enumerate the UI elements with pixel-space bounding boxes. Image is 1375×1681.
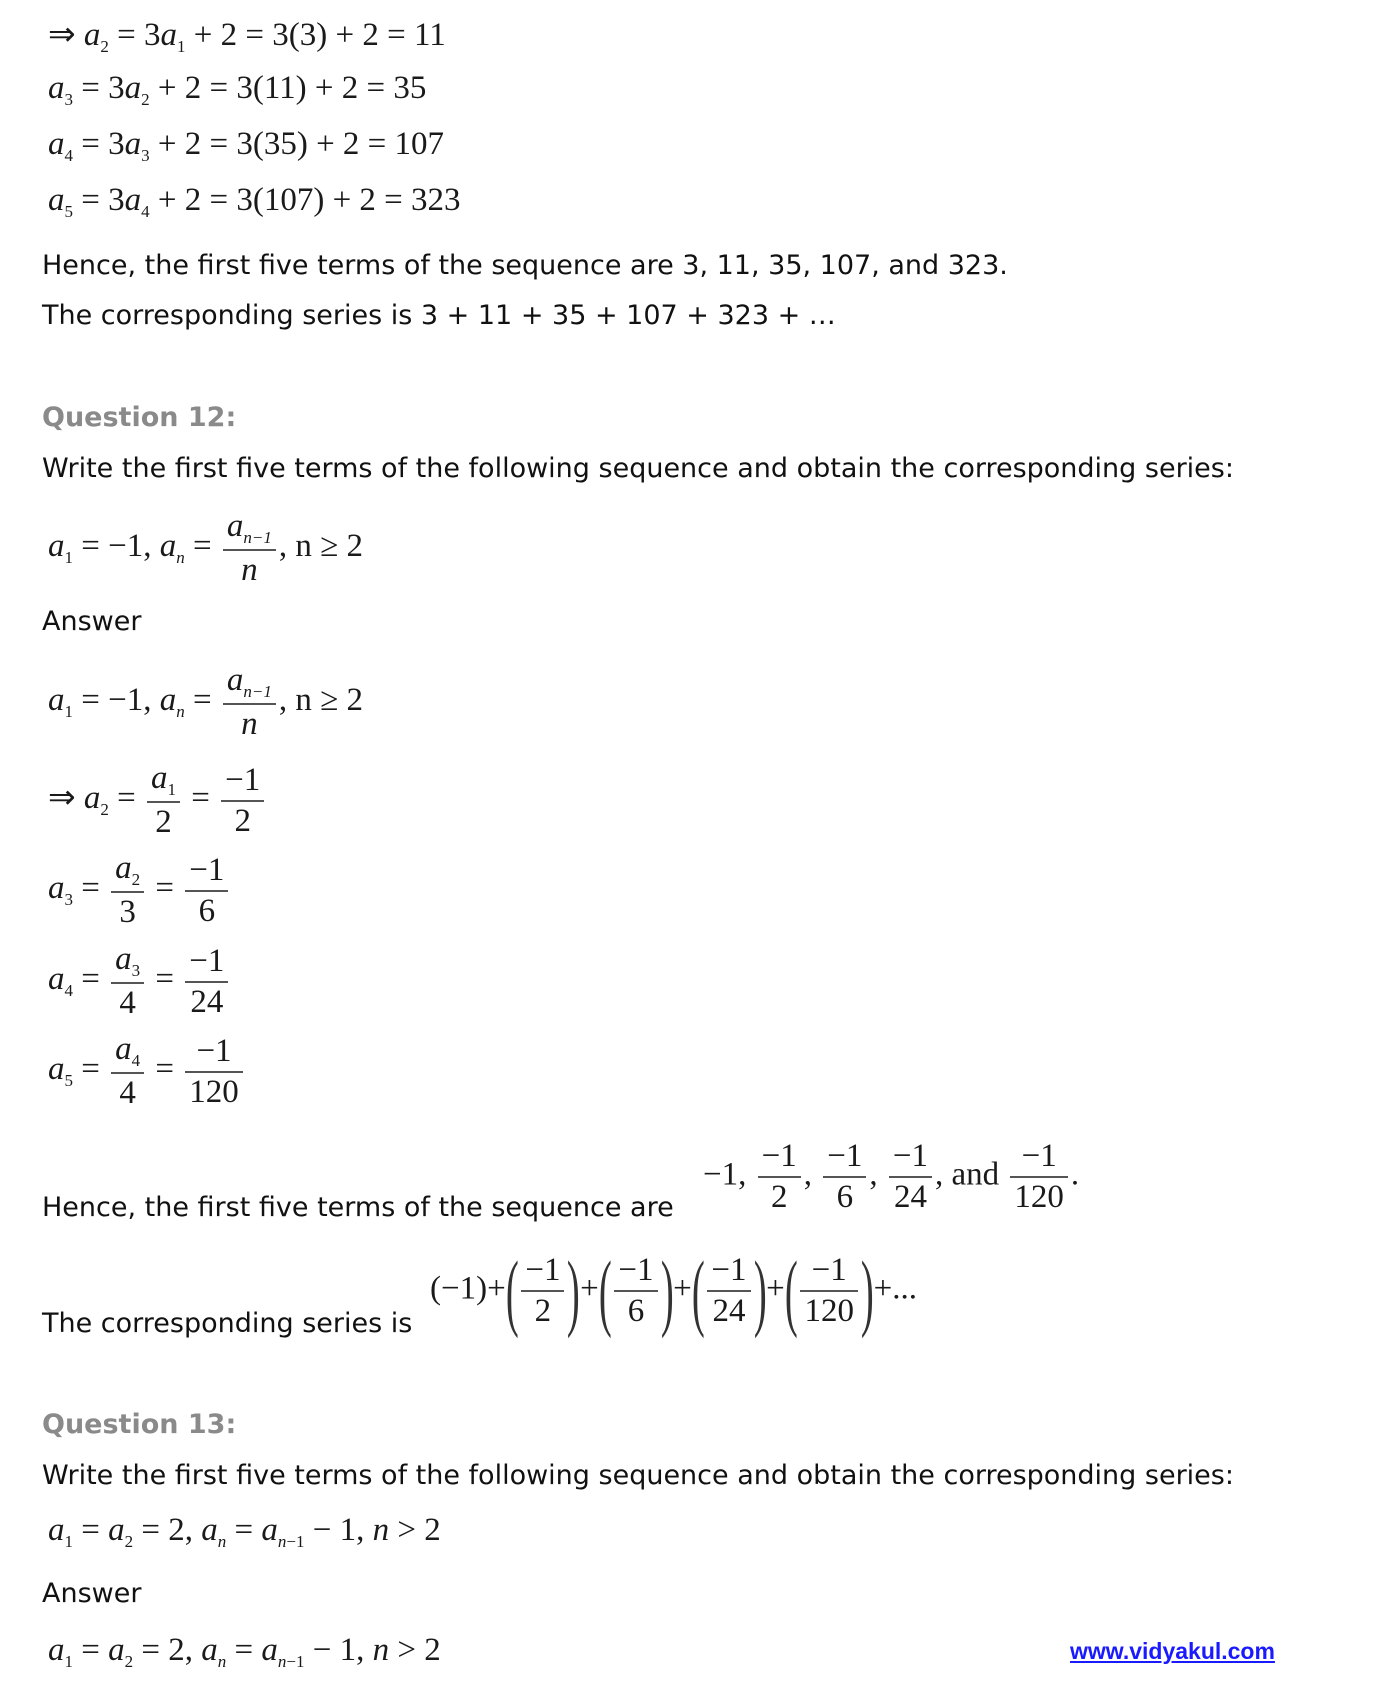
- implies-arrow-icon: ⇒: [48, 17, 76, 53]
- question-13-prompt: Write the first five terms of the following sequence and obtain the corresponding series:: [42, 1460, 1234, 1491]
- series-prefix-q12: The corresponding series is: [42, 1308, 413, 1339]
- question-13-heading: Question 13:: [42, 1409, 237, 1440]
- q12-answer-formula: $a_1 = -1$, $a_n$ = $\frac{a_{n-1}}{n}$ , n ≥ 2: [48, 662, 363, 742]
- q12-step-a2: ⇒ $a_2$ = $\frac{a_1}{2}$ = $\frac{-1}{2}$: [48, 762, 267, 839]
- q12-step-a5: $a_5$ = $\frac{a_4}{4}$ = $\frac{-1}{120}$: [48, 1033, 246, 1110]
- answer-label-q13: Answer: [42, 1578, 142, 1609]
- step-a5: $a_5 = 3a_4 + 2 = 3(107) + 2 = 323$: [48, 182, 461, 221]
- q12-formula: $a_1 = -1$, $a_n$ = $\frac{a_{n-1}}{n}$ , n ≥ 2: [48, 508, 363, 588]
- q13-answer-formula: $a_1 = a_2 = 2$, $a_n = a_{n-1} - 1$, n > 2: [48, 1632, 441, 1671]
- step-a4: $a_4 = 3a_3 + 2 = 3(35) + 2 = 107$: [48, 126, 445, 165]
- answer-label-q12: Answer: [42, 606, 142, 637]
- q12-step-a4: $a_4$ = $\frac{a_3}{4}$ = $\frac{-1}{24}$: [48, 943, 231, 1020]
- hence-prefix-q12: Hence, the first five terms of the sequence are: [42, 1192, 674, 1223]
- q13-formula: $a_1 = a_2 = 2$, $a_n = a_{n-1} - 1$, n > 2: [48, 1512, 441, 1551]
- hence-text-q11: Hence, the first five terms of the sequence are 3, 11, 35, 107, and 323.: [42, 250, 1008, 281]
- step-a3: $a_3 = 3a_2 + 2 = 3(11) + 2 = 35$: [48, 70, 427, 109]
- series-text-q11: The corresponding series is 3 + 11 + 35 + 107 + 323 + …: [42, 300, 836, 331]
- question-12-prompt: Write the first five terms of the following sequence and obtain the corresponding series:: [42, 453, 1234, 484]
- q12-terms: −1, $\frac{-1}{2}$ , $\frac{-1}{6}$ , $\frac{-1}{24}$ , and $\frac{-1}{120}$ .: [703, 1138, 1080, 1215]
- step-a2: ⇒ $a_2 = 3a_1 + 2 = 3(3) + 2 = 11$: [48, 17, 446, 56]
- implies-arrow-icon: ⇒: [48, 780, 76, 817]
- question-12-heading: Question 12:: [42, 402, 237, 433]
- vidyakul-link[interactable]: www.vidyakul.com: [1070, 1638, 1275, 1664]
- q12-series: (−1)+( $\frac{-1}{2}$ )+( $\frac{-1}{6}$ )+( $\frac{-1}{24}$ )+( $\frac{-1}{120}$ )+...: [430, 1243, 917, 1339]
- q12-step-a3: $a_3$ = $\frac{a_2}{3}$ = $\frac{-1}{6}$: [48, 852, 231, 929]
